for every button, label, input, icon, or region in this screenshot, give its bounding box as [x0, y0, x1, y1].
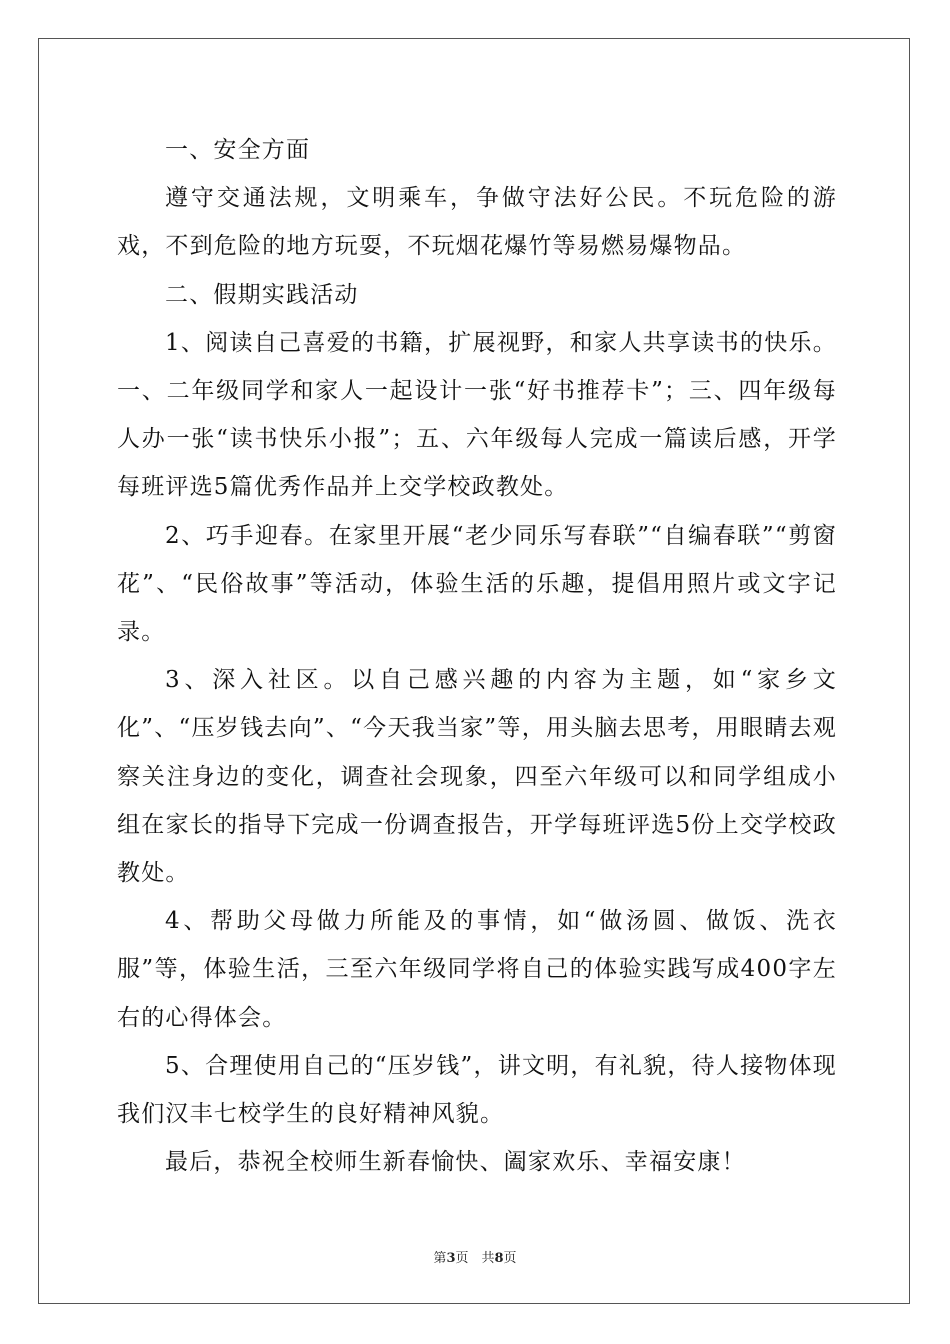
- heading-safety: 一、安全方面: [165, 137, 311, 163]
- page-footer: [0, 1247, 950, 1266]
- footer-suffix: 页: [503, 1251, 517, 1266]
- paragraph-closing: 最后，恭祝全校师生新春愉快、阖家欢乐、幸福安康！: [165, 1149, 746, 1176]
- paragraph-activity-money: 5、合理使用自己的“压岁钱”，讲文明，有礼貌，待人接物体现我们汉丰七校学生的良好精神风貌。: [117, 1052, 837, 1128]
- footer-middle: 页 共: [455, 1251, 495, 1266]
- paragraph-activity-reading: 1、阅读自己喜爱的书籍，扩展视野，和家人共享读书的快乐。一、二年级同学和家人一起设计一张“好书推荐卡”；三、四年级每人办一张“读书快乐小报”；五、六年级每人完成一篇读后感，开学每班评选5篇优秀作品并上交学校政教处。: [117, 329, 837, 501]
- paragraph-safety-rules: 遵守交通法规，文明乘车，争做守法好公民。不玩危险的游戏，不到危险的地方玩耍，不玩烟花爆竹等易燃易爆物品。: [117, 185, 837, 260]
- footer-prefix: 第: [433, 1251, 447, 1266]
- current-page-number: 3: [446, 1251, 456, 1266]
- total-pages-number: 8: [494, 1251, 504, 1266]
- document-body: [117, 126, 837, 1186]
- paragraph-activity-spring: 2、巧手迎春。在家里开展“老少同乐写春联”“自编春联”“剪窗花”、“民俗故事”等活动，体验生活的乐趣，提倡用照片或文字记录。: [117, 522, 837, 646]
- heading-holiday-activities: 二、假期实践活动: [165, 281, 359, 308]
- paragraph-activity-community: 3、深入社区。以自己感兴趣的内容为主题，如“家乡文化”、“压岁钱去向”、“今天我当家”等，用头脑去思考，用眼睛去观察关注身边的变化，调查社会现象，四至六年级可以和同学组成小组在家长的指导下完成一份调查报告，开学每班评选5份上交学校政教处。: [117, 667, 837, 887]
- paragraph-activity-chores: 4、帮助父母做力所能及的事情，如“做汤圆、做饭、洗衣服”等，体验生活，三至六年级同学将自己的体验实践写成400字左右的心得体会。: [117, 908, 837, 1031]
